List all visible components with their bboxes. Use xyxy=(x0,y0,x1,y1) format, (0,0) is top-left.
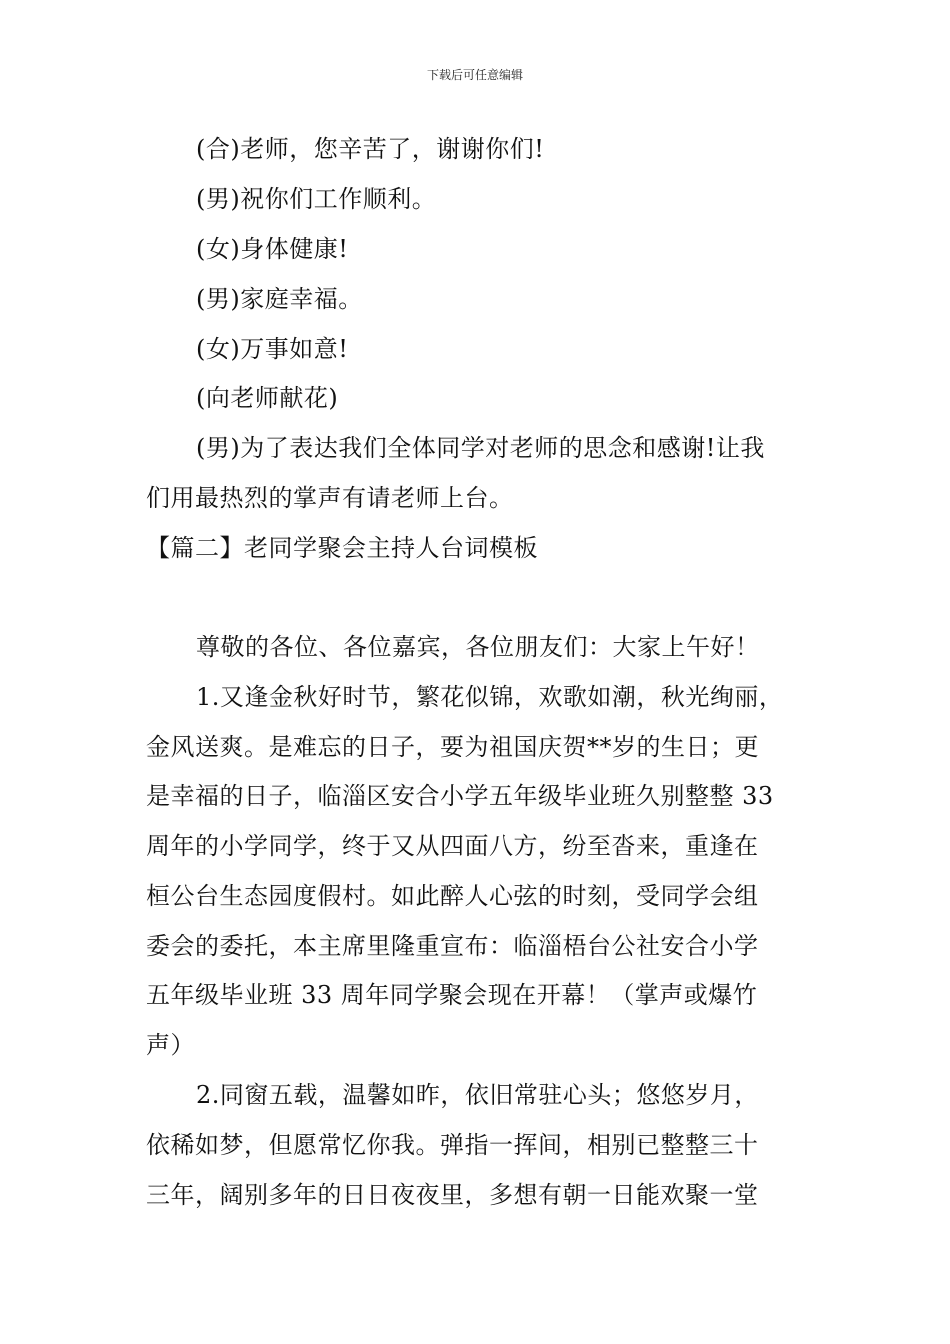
text-line: 1.又逢金秋好时节，繁花似锦，欢歌如潮，秋光绚丽， xyxy=(196,683,784,711)
text-line: 金风送爽。是难忘的日子，要为祖国庆贺**岁的生日；更 xyxy=(146,733,759,761)
text-line: 尊敬的各位、各位嘉宾，各位朋友们：大家上午好！ xyxy=(196,633,760,661)
text-line: (向老师献花) xyxy=(196,384,339,412)
text-line: (合)老师，您辛苦了，谢谢你们! xyxy=(196,135,545,163)
text-line: (女)万事如意! xyxy=(196,335,349,363)
text-line: (男)祝你们工作顺利。 xyxy=(196,185,437,213)
text-line: (男)为了表达我们全体同学对老师的思念和感谢!让我 xyxy=(196,434,765,462)
text-line: 是幸福的日子，临淄区安合小学五年级毕业班久别整整 33 xyxy=(146,782,774,810)
text-line: 依稀如梦，但愿常忆你我。弹指一挥间，相别已整整三十 xyxy=(146,1131,759,1159)
text-line: 周年的小学同学，终于又从四面八方，纷至沓来，重逢在 xyxy=(146,832,759,860)
text-line: 五年级毕业班 33 周年同学聚会现在开幕！（掌声或爆竹 xyxy=(146,981,758,1009)
page-header-note: 下载后可任意编辑 xyxy=(426,68,523,82)
section-heading: 【篇二】老同学聚会主持人台词模板 xyxy=(146,534,538,562)
text-line: (女)身体健康! xyxy=(196,235,349,263)
text-line: (男)家庭幸福。 xyxy=(196,285,363,313)
text-line: 声） xyxy=(146,1031,195,1059)
text-line: 们用最热烈的掌声有请老师上台。 xyxy=(146,484,514,512)
text-line: 三年，阔别多年的日日夜夜里，多想有朝一日能欢聚一堂 xyxy=(146,1181,759,1209)
text-line: 委会的委托，本主席里隆重宣布：临淄梧台公社安合小学 xyxy=(146,932,759,960)
text-line: 2.同窗五载，温馨如昨，依旧常驻心头；悠悠岁月， xyxy=(196,1081,759,1109)
text-line: 桓公台生态园度假村。如此醉人心弦的时刻，受同学会组 xyxy=(146,882,759,910)
